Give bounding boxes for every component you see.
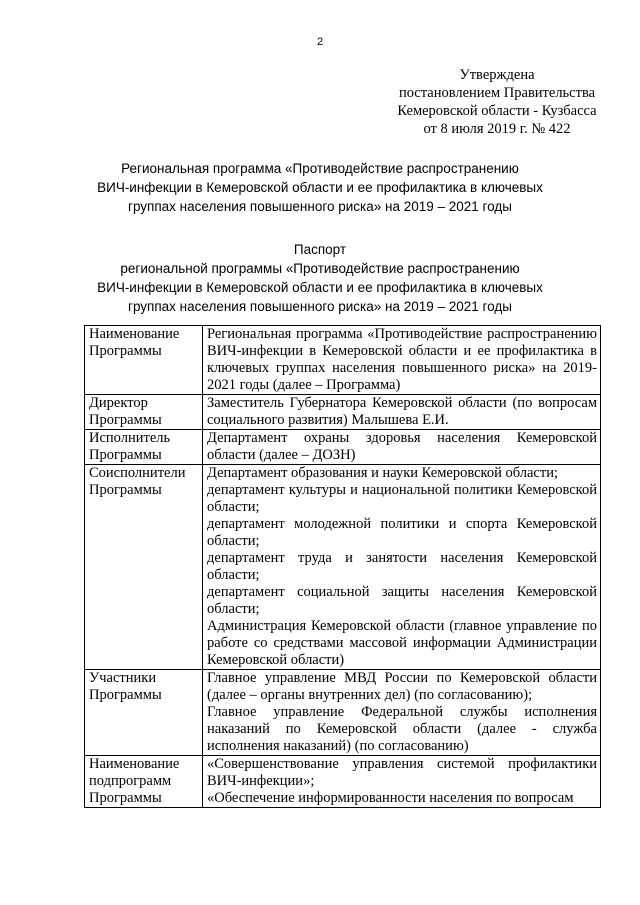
row-label-cell [85, 326, 203, 395]
row-value: департамент культуры и национальной политики Кемеровской области; [207, 482, 597, 515]
passport-title-line: ВИЧ-инфекции в Кемеровской области и ее профилактика в ключевых [97, 280, 543, 295]
approval-block [372, 66, 622, 138]
row-label: подпрограмм [89, 773, 172, 789]
row-value-cell [203, 756, 601, 808]
program-title [80, 159, 560, 216]
program-title-line: Региональная программа «Противодействие распространению [121, 161, 519, 176]
row-value: «Обеспечение информированности населения по вопросам [207, 790, 574, 806]
approval-line: Кемеровской области - Кузбасса [397, 103, 597, 119]
passport-title [80, 240, 560, 316]
row-label-cell [85, 430, 203, 465]
page-number: 2 [316, 36, 324, 48]
row-value: Главное управление Федеральной службы исполнения наказаний по Кемеровской области (далее - служба исполнения наказаний) (по согласованию) [207, 704, 597, 754]
table-row [85, 430, 601, 465]
row-value: Администрация Кемеровской области (главное управление по работе со средствами массовой информации Администрации Кемеровской области) [207, 618, 597, 668]
row-label: Программы [89, 447, 162, 463]
approval-line: от 8 июля 2019 г. № 422 [423, 121, 571, 137]
row-label: Программы [89, 343, 162, 359]
passport-title-line: Паспорт [293, 242, 347, 257]
row-value-cell [203, 465, 601, 670]
row-label: Исполнитель [89, 430, 171, 446]
row-value: Департамент образования и науки Кемеровской области; [207, 465, 558, 481]
row-value: Заместитель Губернатора Кемеровской области (по вопросам социального развития) Малышева Е.И. [207, 395, 597, 428]
row-label-cell [85, 670, 203, 756]
row-label: Наименование [89, 756, 180, 772]
passport-table [84, 325, 601, 808]
row-value: департамент молодежной политики и спорта Кемеровской области; [207, 516, 597, 549]
row-label-cell [85, 395, 203, 430]
row-label-cell [85, 465, 203, 670]
passport-title-line: региональной программы «Противодействие распространению [120, 261, 520, 276]
row-label: Программы [89, 687, 162, 703]
table-row [85, 670, 601, 756]
row-value-cell [203, 430, 601, 465]
approval-line: постановлением Правительства [398, 85, 596, 101]
row-label: Программы [89, 412, 162, 428]
table-row [85, 326, 601, 395]
row-label: Директор [89, 395, 148, 411]
approval-line: Утверждена [459, 67, 535, 83]
row-label: Программы [89, 482, 162, 498]
row-value: Департамент охраны здоровья населения Кемеровской области (далее – ДОЗН) [207, 430, 597, 463]
program-title-line: ВИЧ-инфекции в Кемеровской области и ее профилактика в ключевых [97, 180, 543, 195]
row-value-cell [203, 395, 601, 430]
row-label: Программы [89, 790, 162, 806]
passport-title-line: группах населения повышенного риска» на 2019 – 2021 годы [128, 299, 512, 314]
row-label-cell [85, 756, 203, 808]
row-value-cell [203, 326, 601, 395]
table-row [85, 465, 601, 670]
row-label: Соисполнители [89, 465, 186, 481]
row-value: департамент труда и занятости населения Кемеровской области; [207, 550, 597, 583]
row-value-cell [203, 670, 601, 756]
row-label: Участники [89, 670, 157, 686]
row-value: Региональная программа «Противодействие распространению ВИЧ-инфекции в Кемеровской области и ее профилактика в ключевых группах населения повышенного риска» на 2019-2021 годы (далее – Программа) [207, 326, 597, 393]
row-label: Наименование [89, 326, 180, 342]
table-row [85, 756, 601, 808]
table-row [85, 395, 601, 430]
row-value: «Совершенствование управления системой профилактики ВИЧ-инфекции»; [207, 756, 597, 789]
row-value: Главное управление МВД России по Кемеровской области (далее – органы внутренних дел) (по согласованию); [207, 670, 597, 703]
program-title-line: группах населения повышенного риска» на 2019 – 2021 годы [128, 199, 512, 214]
row-value: департамент социальной защиты населения Кемеровской области; [207, 584, 597, 617]
